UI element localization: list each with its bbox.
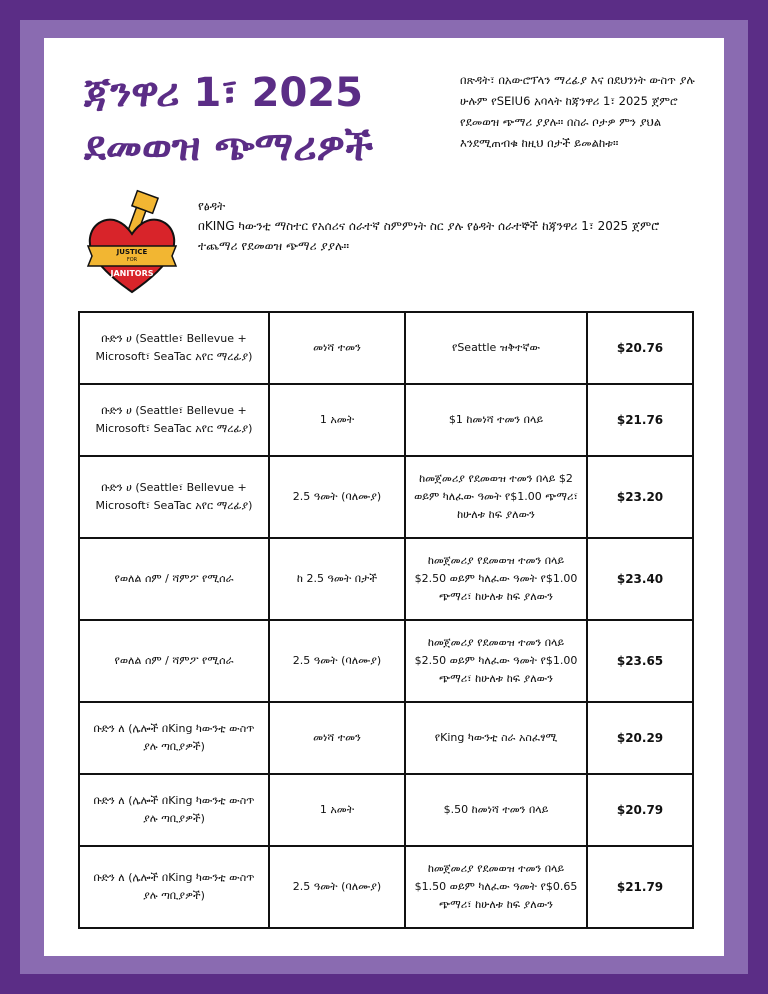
table-row (79, 620, 693, 702)
cell-rule: ከመጀመሪያ የደመወዝ ተመን በላይ $2 ወይም ካለፈው ዓመት የ$1.00 ጭማሪ፣ ከሁለቱ ከፍ ያለውን (405, 456, 587, 538)
cell-tenure: 2.5 ዓመት (ባለሙያ) (269, 620, 405, 702)
cell-group: ቡድን ለ (ሌሎች በKing ካውንቲ ውስጥ ያሉ ጣቢያዎች) (79, 846, 269, 928)
table-row (79, 312, 693, 384)
flyer-page (44, 38, 724, 956)
janitor-description: በKING ካውንቲ ማስተር የአሰሪና ሰራተኛ ስምምነት ስር ያሉ የፅዳት ሰራተኞች ከጃንዋሪ 1፣ 2025 ጀምሮ ተጨማሪ የደመወዝ ጭማሪ ያያሉ። (198, 219, 660, 253)
janitor-section (198, 196, 698, 256)
cell-wage: $20.79 (587, 774, 693, 846)
table-row (79, 384, 693, 456)
page-title (84, 66, 434, 174)
cell-tenure: 2.5 ዓመት (ባለሙያ) (269, 846, 405, 928)
cell-group: ቡድን ሀ (Seattle፣ Bellevue + Microsoft፣ SeaTac አየር ማረፊያ) (79, 312, 269, 384)
cell-rule: የSeattle ዝቅተኛው (405, 312, 587, 384)
cell-rule: የKing ካውንቲ ስራ አስፈፃሚ (405, 702, 587, 774)
cell-wage: $21.76 (587, 384, 693, 456)
justice-for-janitors-logo-icon (86, 188, 178, 300)
table-row (79, 538, 693, 620)
cell-group: ቡድን ሀ (Seattle፣ Bellevue + Microsoft፣ SeaTac አየር ማረፊያ) (79, 384, 269, 456)
intro-text: በጽዳት፣ በአውሮፕላን ማረፊያ እና በደህንነት ውስጥ ያሉ ሁሉም የSEIU6 አባላት ከጃንዋሪ 1፣ 2025 ጀምሮ የደመወዝ ጭማሪ ያያሉ። በስራ ቦታዎ ምን ያህል እንደሚጠብቁ ከዚህ በታች ይመልከቱ። (460, 73, 695, 150)
cell-group: የወለል ሰም / ሻምፖ የሚሰራ (79, 620, 269, 702)
cell-wage: $23.40 (587, 538, 693, 620)
cell-tenure: 1 አመት (269, 384, 405, 456)
logo-text-mid: FOR (126, 257, 138, 263)
cell-tenure: መነሻ ተመን (269, 312, 405, 384)
table-row (79, 774, 693, 846)
cell-tenure: 2.5 ዓመት (ባለሙያ) (269, 456, 405, 538)
cell-rule: $.50 ከመነሻ ተመን በላይ (405, 774, 587, 846)
cell-wage: $23.65 (587, 620, 693, 702)
cell-tenure: መነሻ ተመን (269, 702, 405, 774)
cell-group: የወለል ሰም / ሻምፖ የሚሰራ (79, 538, 269, 620)
cell-rule: ከመጀመሪያ የደመወዝ ተመን በላይ $2.50 ወይም ካለፈው ዓመት የ$1.00 ጭማሪ፣ ከሁለቱ ከፍ ያለውን (405, 620, 587, 702)
cell-rule: ከመጀመሪያ የደመወዝ ተመን በላይ $1.50 ወይም ካለፈው ዓመት የ$0.65 ጭማሪ፣ ከሁለቱ ከፍ ያለውን (405, 846, 587, 928)
cell-wage: $23.20 (587, 456, 693, 538)
cell-tenure: ከ 2.5 ዓመት በታች (269, 538, 405, 620)
cell-wage: $20.76 (587, 312, 693, 384)
cell-rule: $1 ከመነሻ ተመን በላይ (405, 384, 587, 456)
cell-group: ቡድን ሀ (Seattle፣ Bellevue + Microsoft፣ SeaTac አየር ማረፊያ) (79, 456, 269, 538)
table-row (79, 846, 693, 928)
table-row (79, 456, 693, 538)
cell-rule: ከመጀመሪያ የደመወዝ ተመን በላይ $2.50 ወይም ካለፈው ዓመት የ$1.00 ጭማሪ፣ ከሁለቱ ከፍ ያለውን (405, 538, 587, 620)
page-title-line-1: ጃንዋሪ 1፣ 2025 (84, 70, 363, 116)
janitor-heading: የፅዳት (198, 199, 226, 213)
table-row (79, 702, 693, 774)
logo-text-bottom: JANITORS (110, 269, 154, 278)
cell-wage: $20.29 (587, 702, 693, 774)
cell-group: ቡድን ለ (ሌሎች በKing ካውንቲ ውስጥ ያሉ ጣቢያዎች) (79, 702, 269, 774)
page-title-line-2: ደመወዝ ጭማሪዎች (84, 124, 374, 170)
cell-wage: $21.79 (587, 846, 693, 928)
cell-tenure: 1 አመት (269, 774, 405, 846)
logo-text-top: JUSTICE (116, 248, 148, 256)
cell-group: ቡድን ለ (ሌሎች በKing ካውንቲ ውስጥ ያሉ ጣቢያዎች) (79, 774, 269, 846)
wage-table (78, 311, 694, 929)
